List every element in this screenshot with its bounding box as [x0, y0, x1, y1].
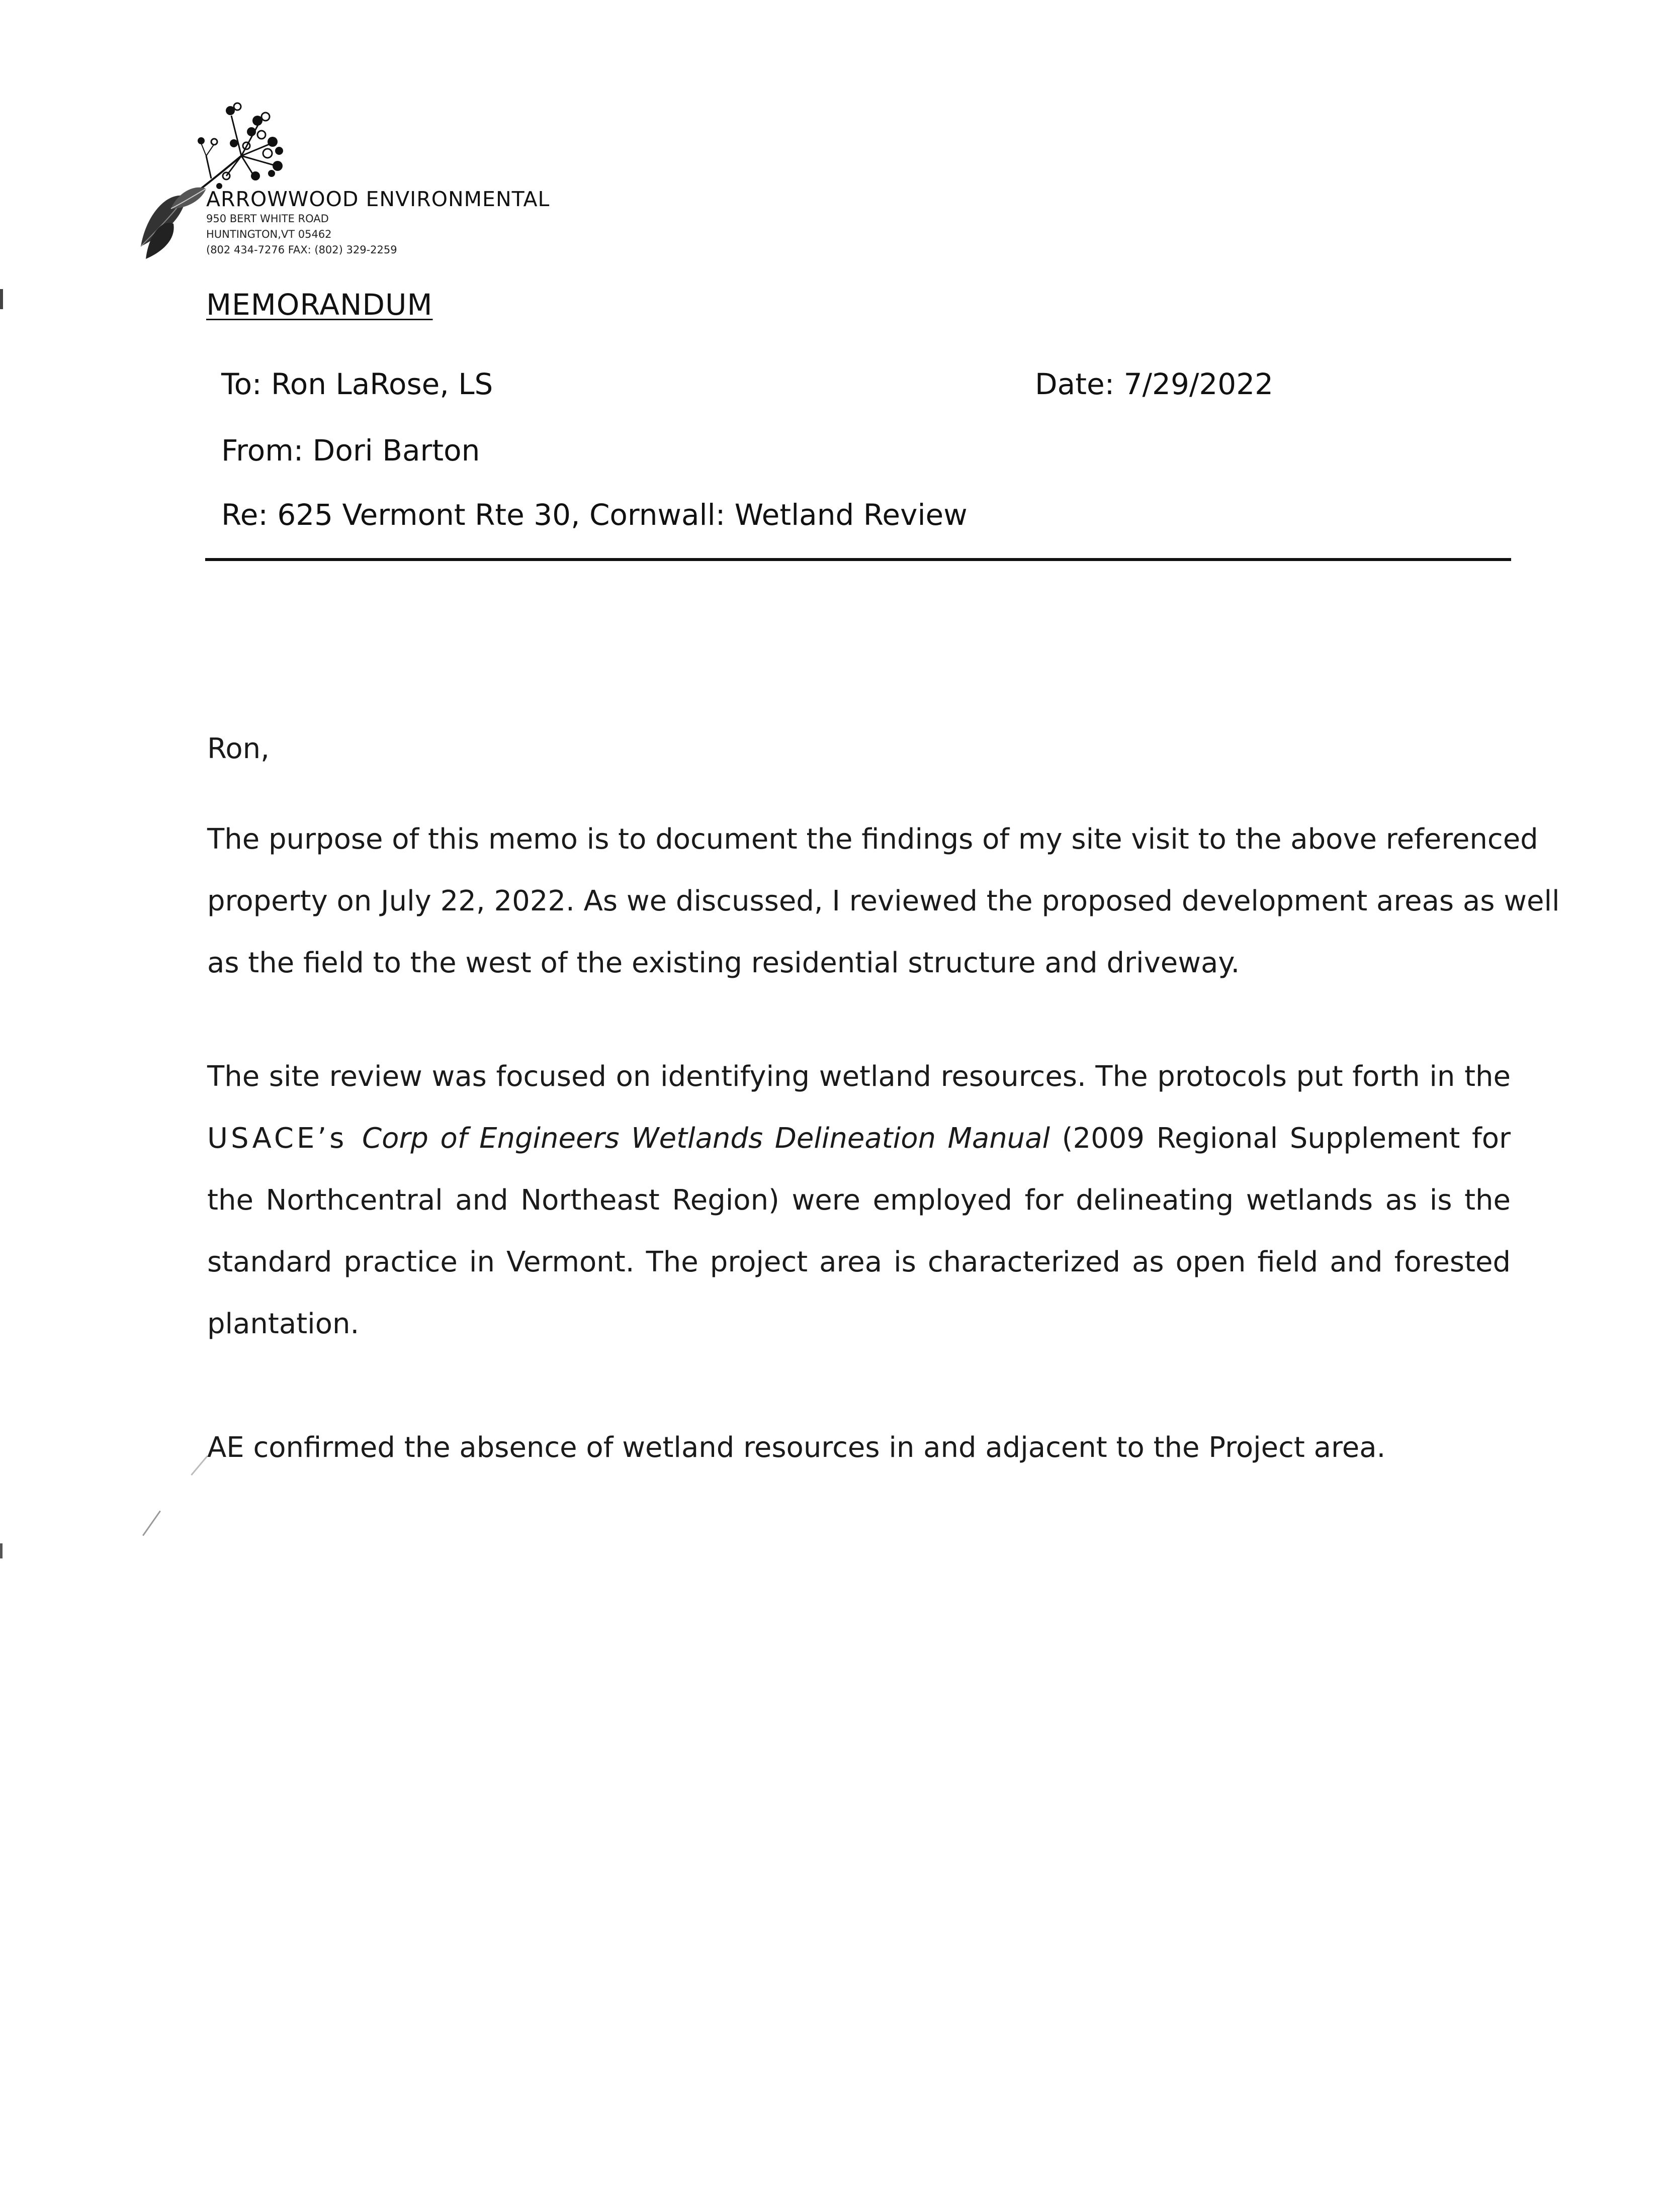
paragraph-line: plantation. [207, 1308, 360, 1340]
paragraph-conclusion: AE confirmed the absence of wetland resources in and adjacent to the Project area. [207, 1431, 1386, 1464]
paragraph-line [207, 1108, 1511, 1169]
paragraph-line: property on July 22, 2022. As we discussed, I reviewed the proposed development areas as well [207, 885, 1560, 917]
memo-date: Date: 7/29/2022 [1035, 367, 1273, 401]
memo-from: From: Dori Barton [221, 433, 480, 468]
paragraph-text: (2009 Regional Supplement for [1050, 1122, 1511, 1155]
scan-stray-mark [191, 1455, 208, 1476]
letterhead [206, 187, 550, 258]
manual-title: Corp of Engineers Wetlands Delineation Manual [362, 1122, 1051, 1155]
paragraph-line: standard practice in Vermont. The project area is characterized as open field and forested [207, 1246, 1511, 1278]
company-address-line1: 950 BERT WHITE ROAD [206, 213, 329, 225]
paragraph-line: The site review was focused on identifying wetland resources. The protocols put forth in the [207, 1060, 1511, 1093]
salutation: Ron, [207, 732, 270, 765]
memo-to: To: Ron LaRose, LS [221, 367, 493, 401]
paragraph-methods [207, 1046, 1511, 1355]
company-phone-fax: (802 434-7276 FAX: (802) 329-2259 [206, 244, 397, 256]
header-divider [205, 558, 1511, 561]
memo-subject: Re: 625 Vermont Rte 30, Cornwall: Wetland Review [221, 498, 968, 532]
paragraph-line: as the field to the west of the existing residential structure and driveway. [207, 947, 1240, 979]
scan-edge-mark [0, 289, 3, 309]
scan-stray-mark [142, 1511, 161, 1536]
paragraph-purpose [207, 808, 1560, 994]
memo-title: MEMORANDUM [206, 288, 433, 322]
scan-edge-mark [0, 1543, 3, 1558]
company-address-line2: HUNTINGTON,VT 05462 [206, 228, 332, 240]
paragraph-line: the Northcentral and Northeast Region) were employed for delineating wetlands as is the [207, 1184, 1511, 1217]
company-name: ARROWWOOD ENVIRONMENTAL [206, 187, 550, 211]
paragraph-line: The purpose of this memo is to document the findings of my site visit to the above referenced [207, 823, 1538, 856]
agency-name: USACE’s [207, 1122, 362, 1155]
